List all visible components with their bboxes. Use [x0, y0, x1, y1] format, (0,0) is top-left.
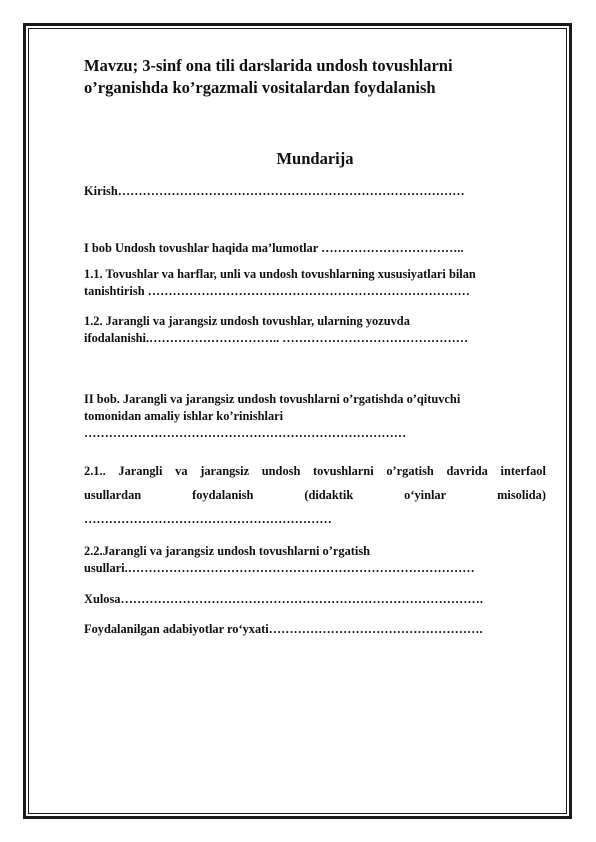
toc-entry-bob1: I bob Undosh tovushlar haqida ma’lumotlar ……………………………..	[84, 241, 464, 255]
toc-entry-2-2-line-1: 2.2.Jarangli va jarangsiz undosh tovushlarni o’rgatish	[84, 544, 371, 558]
toc-entry-2-2	[84, 543, 546, 577]
toc-heading: Mundarija	[276, 149, 354, 168]
toc-entry-bob2-line-3: ……………………………………………………………………	[84, 426, 407, 440]
word: foydalanish	[192, 488, 254, 502]
word: o‘yinlar	[404, 488, 447, 502]
word: 2.1..	[84, 464, 106, 478]
word: Jarangli	[118, 464, 163, 478]
word: davrida	[446, 464, 488, 478]
title-line-2: o’rganishda ko’rgazmali vositalardan foydalanish	[84, 78, 436, 97]
word: va	[175, 464, 188, 478]
toc-entry-2-1-line-1	[84, 459, 546, 483]
toc-entry-1-2-line-2: ifodalanishi.………………………….. ………………………………………	[84, 331, 469, 345]
toc-entry-xulosa: Xulosa…………………………………………………………………………….	[84, 592, 483, 606]
toc-entry-1-1-line-1: 1.1. Tovushlar va harflar, unli va undosh tovushlarning xususiyatlari bilan	[84, 267, 476, 281]
toc-entry-bob2	[84, 391, 546, 442]
toc-entry-2-1-line-3: ……………………………………………………	[84, 512, 332, 526]
title-line-1: Mavzu; 3-sinf ona tili darslarida undosh tovushlarni	[84, 56, 453, 75]
word: tovushlarni	[313, 464, 374, 478]
toc-entry-adabiyotlar: Foydalanilgan adabiyotlar ro‘yxati…………………………………………….	[84, 622, 483, 636]
word: (didaktik	[304, 488, 354, 502]
toc-entry-1-2	[84, 313, 546, 347]
toc-entry-2-1-line-2	[84, 483, 546, 507]
toc-entry-1-2-line-1: 1.2. Jarangli va jarangsiz undosh tovushlar, ularning yozuvda	[84, 314, 410, 328]
word: jarangsiz	[200, 464, 250, 478]
word: o’rgatish	[386, 464, 434, 478]
word: interfaol	[500, 464, 546, 478]
toc-entry-bob2-line-1: II bob. Jarangli va jarangsiz undosh tovushlarni o’rgatishda o’qituvchi	[84, 392, 461, 406]
document-content	[84, 55, 546, 636]
toc-entry-1-1-line-2: tanishtirish ……………………………………………………………………	[84, 284, 470, 298]
word: undosh	[261, 464, 301, 478]
word: usullardan	[84, 488, 142, 502]
toc-entry-2-1	[84, 459, 546, 531]
toc-entry-2-2-line-2: usullari.…………………………………………………………………………	[84, 561, 475, 575]
toc-entry-kirish: Kirish…………………………………………………………………………	[84, 184, 465, 198]
document-title	[84, 55, 546, 99]
word: misolida)	[497, 488, 546, 502]
toc-entry-1-1	[84, 266, 546, 300]
toc-entry-bob2-line-2: tomonidan amaliy ishlar ko’rinishlari	[84, 409, 284, 423]
